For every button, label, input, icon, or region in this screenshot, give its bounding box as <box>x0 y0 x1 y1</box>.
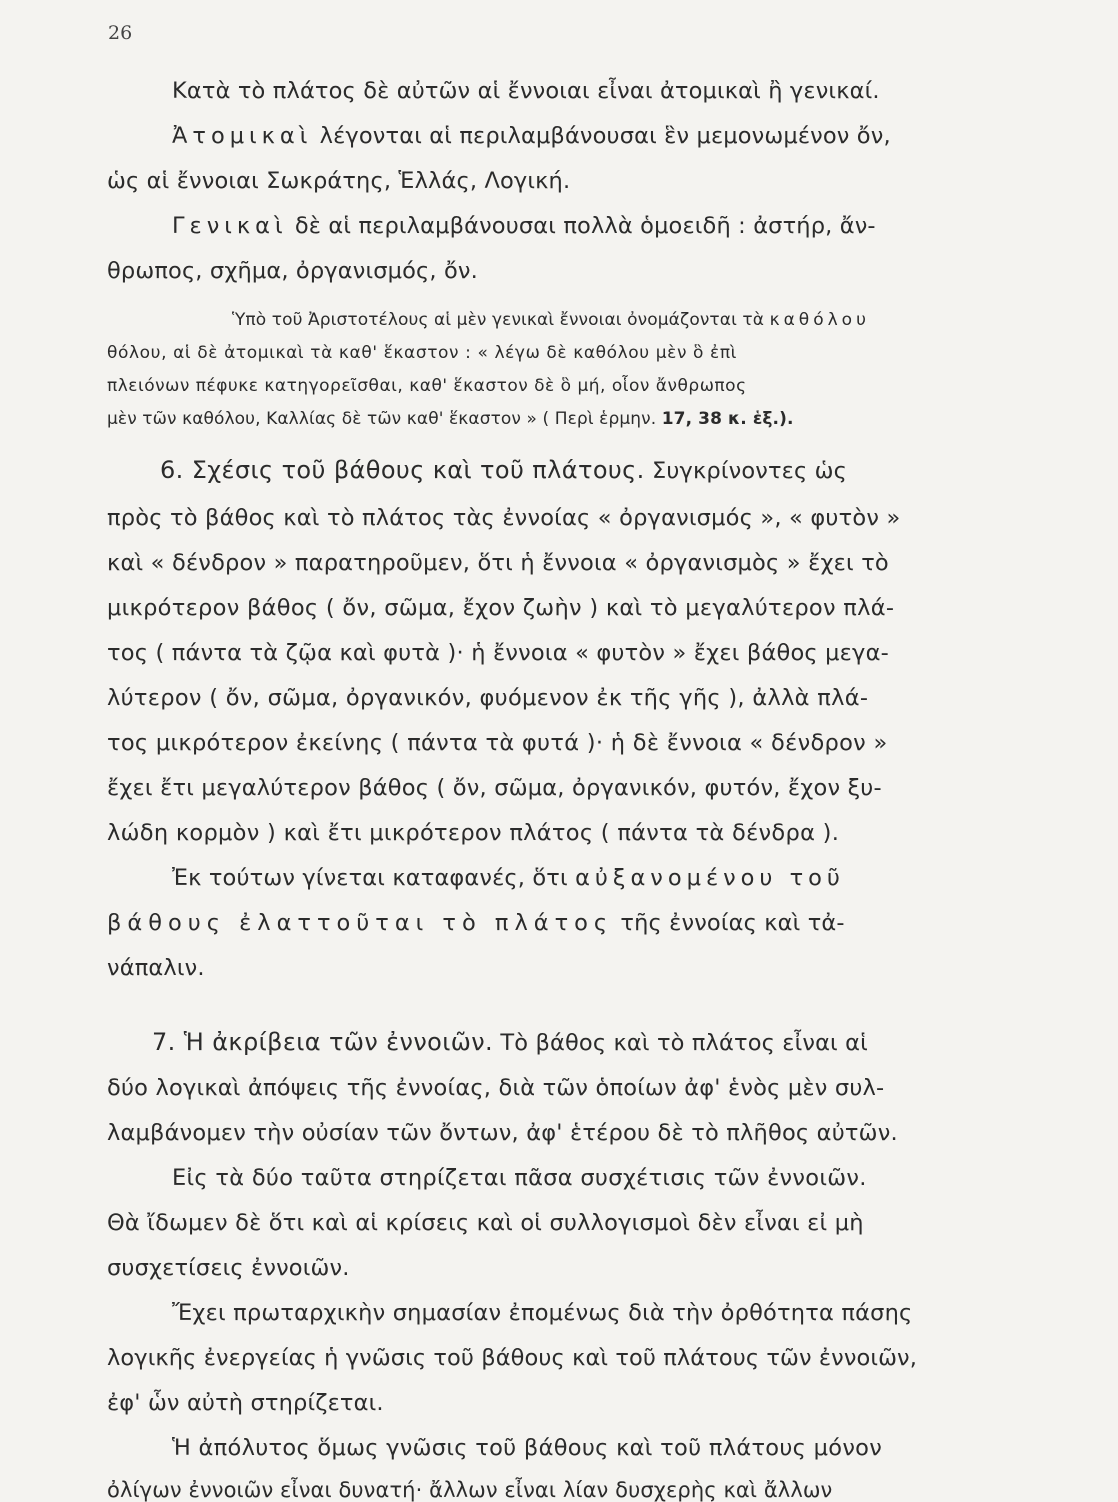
line-text: λώδη κορμὸν ) καὶ ἔτι μικρότερον πλάτος ( πάντα τὰ δένδρα ). <box>107 820 840 846</box>
spaced-term: βάθους ἐλαττοῦται τὸ πλάτος <box>107 910 614 936</box>
spaced-term: Γενικαὶ <box>172 213 288 239</box>
line-text: δὲ αἱ περιλαμβάνουσαι πολλὰ ὁμοειδῆ : ἀστήρ, ἄν- <box>287 213 876 239</box>
text-line <box>172 213 876 239</box>
section-heading: 6. Σχέσις τοῦ βάθους καὶ τοῦ πλάτους. <box>160 456 645 484</box>
line-text: τος μικρότερον ἐκείνης ( πάντα τὰ φυτά )· ἡ δὲ ἔννοια « δένδρον » <box>107 730 888 756</box>
text-line <box>107 775 882 801</box>
text-line <box>107 505 900 531</box>
note-text: θόλου, αἱ δὲ ἀτομικαὶ τὰ καθ' ἕκαστον : « λέγω δὲ καθόλου μὲν ὃ ἐπὶ <box>107 343 738 363</box>
text-line <box>172 865 845 891</box>
text-line <box>172 123 891 149</box>
text-line <box>107 1345 917 1371</box>
spaced-term: καθόλου <box>769 310 870 330</box>
line-text: Ἐκ τούτων γίνεται καταφανές, ὅτι <box>172 865 576 891</box>
note-line <box>107 376 747 396</box>
text-line <box>160 456 847 484</box>
note-line <box>107 343 737 363</box>
line-text: ὡς αἱ ἔννοιαι Σωκράτης, Ἑλλάς, Λογική. <box>107 168 571 194</box>
text-line <box>107 640 889 666</box>
text-line <box>107 1210 864 1236</box>
line-text: λογικῆς ἐνεργείας ἡ γνῶσις τοῦ βάθους καὶ τοῦ πλάτους τῶν ἐννοιῶν, <box>107 1345 917 1371</box>
text-line <box>107 1390 384 1416</box>
page-number: 26 <box>108 22 133 44</box>
line-text: Συγκρίνοντες ὡς <box>644 458 847 484</box>
line-text: ἔχει ἔτι μεγαλύτερον βάθος ( ὄν, σῶμα, ὀργανικόν, φυτόν, ἔχον ξυ- <box>107 775 882 801</box>
text-line <box>172 1165 867 1191</box>
text-line <box>107 820 839 846</box>
spaced-term: Ἀτομικαὶ <box>172 123 313 149</box>
line-text: λαμβάνομεν τὴν οὐσίαν τῶν ὄντων, ἀφ' ἑτέρου δὲ τὸ πλῆθος αὐτῶν. <box>107 1120 898 1146</box>
citation-reference: 17, 38 κ. ἑξ.). <box>661 409 794 429</box>
text-line <box>107 730 888 756</box>
line-text: τος ( πάντα τὰ ζῷα καὶ φυτὰ )· ἡ ἔννοια « φυτὸν » ἔχει βάθος μεγα- <box>107 640 889 666</box>
text-line <box>107 1255 350 1281</box>
line-text: Ἡ ἀπόλυτος ὅμως γνῶσις τοῦ βάθους καὶ τοῦ πλάτους μόνον <box>172 1435 883 1461</box>
line-text: λύτερον ( ὄν, σῶμα, ὀργανικόν, φυόμενον ἐκ τῆς γῆς ), ἀλλὰ πλά- <box>107 685 869 711</box>
note-text: πλειόνων πέφυκε κατηγορεῖσθαι, καθ' ἕκαστον δὲ ὃ μή, οἷον ἄνθρωπος <box>107 376 747 396</box>
note-line <box>107 409 794 429</box>
text-line <box>107 910 845 936</box>
text-line <box>107 1478 832 1502</box>
spaced-term: αὐξανομένου τοῦ <box>575 865 845 891</box>
text-line <box>107 595 894 621</box>
line-text: ὀλίγων ἐννοιῶν εἶναι δυνατή· ἄλλων εἶναι λίαν δυσχερὴς καὶ ἄλλων <box>107 1478 833 1502</box>
text-line <box>172 1300 912 1326</box>
line-text: συσχετίσεις ἐννοιῶν. <box>107 1255 350 1281</box>
text-line <box>107 1120 898 1146</box>
line-text: μικρότερον βάθος ( ὄν, σῶμα, ἔχον ζωὴν ) καὶ τὸ μεγαλύτερον πλά- <box>107 595 895 621</box>
section-heading: 7. Ἡ ἀκρίβεια τῶν ἐννοιῶν. <box>152 1028 494 1056</box>
text-line <box>172 1435 882 1461</box>
note-line <box>232 310 870 330</box>
line-text: Θὰ ἴδωμεν δὲ ὅτι καὶ αἱ κρίσεις καὶ οἱ συλλογισμοὶ δὲν εἶναι εἰ μὴ <box>107 1210 864 1236</box>
text-line <box>107 550 889 576</box>
text-line <box>107 258 478 284</box>
text-line <box>152 1028 868 1056</box>
line-text: Εἰς τὰ δύο ταῦτα στηρίζεται πᾶσα συσχέτισις τῶν ἐννοιῶν. <box>172 1165 867 1191</box>
note-text: Ὑπὸ τοῦ Ἀριστοτέλους αἱ μὲν γενικαὶ ἔννοιαι ὀνομάζονται τὰ <box>232 310 770 330</box>
text-line <box>172 78 880 104</box>
note-text: μὲν τῶν καθόλου, Καλλίας δὲ τῶν καθ' ἕκαστον » ( Περὶ ἑρμην. <box>107 409 662 429</box>
line-text: καὶ « δένδρον » παρατηροῦμεν, ὅτι ἡ ἔννοια « ὀργανισμὸς » ἔχει τὸ <box>107 550 889 576</box>
line-text: θρωπος, σχῆμα, ὀργανισμός, ὄν. <box>107 258 478 284</box>
line-text: τῆς ἐννοίας καὶ τἀ- <box>613 910 845 936</box>
line-text: πρὸς τὸ βάθος καὶ τὸ πλάτος τὰς ἐννοίας « ὀργανισμός », « φυτὸν » <box>107 505 901 531</box>
line-text: δύο λογικαὶ ἀπόψεις τῆς ἐννοίας, διὰ τῶν ὁποίων ἀφ' ἑνὸς μὲν συλ- <box>107 1075 885 1101</box>
text-line <box>107 685 868 711</box>
line-text: ἐφ' ὧν αὐτὴ στηρίζεται. <box>107 1390 384 1416</box>
text-line <box>107 1075 884 1101</box>
line-text: Ἔχει πρωταρχικὴν σημασίαν ἐπομένως διὰ τὴν ὀρθότητα πάσης <box>172 1300 913 1326</box>
text-line <box>107 955 205 981</box>
line-text: Τὸ βάθος καὶ τὸ πλάτος εἶναι αἱ <box>493 1030 868 1056</box>
line-text: λέγονται αἱ περιλαμβάνουσαι ἓν μεμονωμένον ὄν, <box>312 123 891 149</box>
line-text: Κατὰ τὸ πλάτος δὲ αὐτῶν αἱ ἔννοιαι εἶναι ἀτομικαὶ ἢ γενικαί. <box>172 78 880 104</box>
text-line <box>107 168 570 194</box>
line-text: νάπαλιν. <box>107 955 205 981</box>
